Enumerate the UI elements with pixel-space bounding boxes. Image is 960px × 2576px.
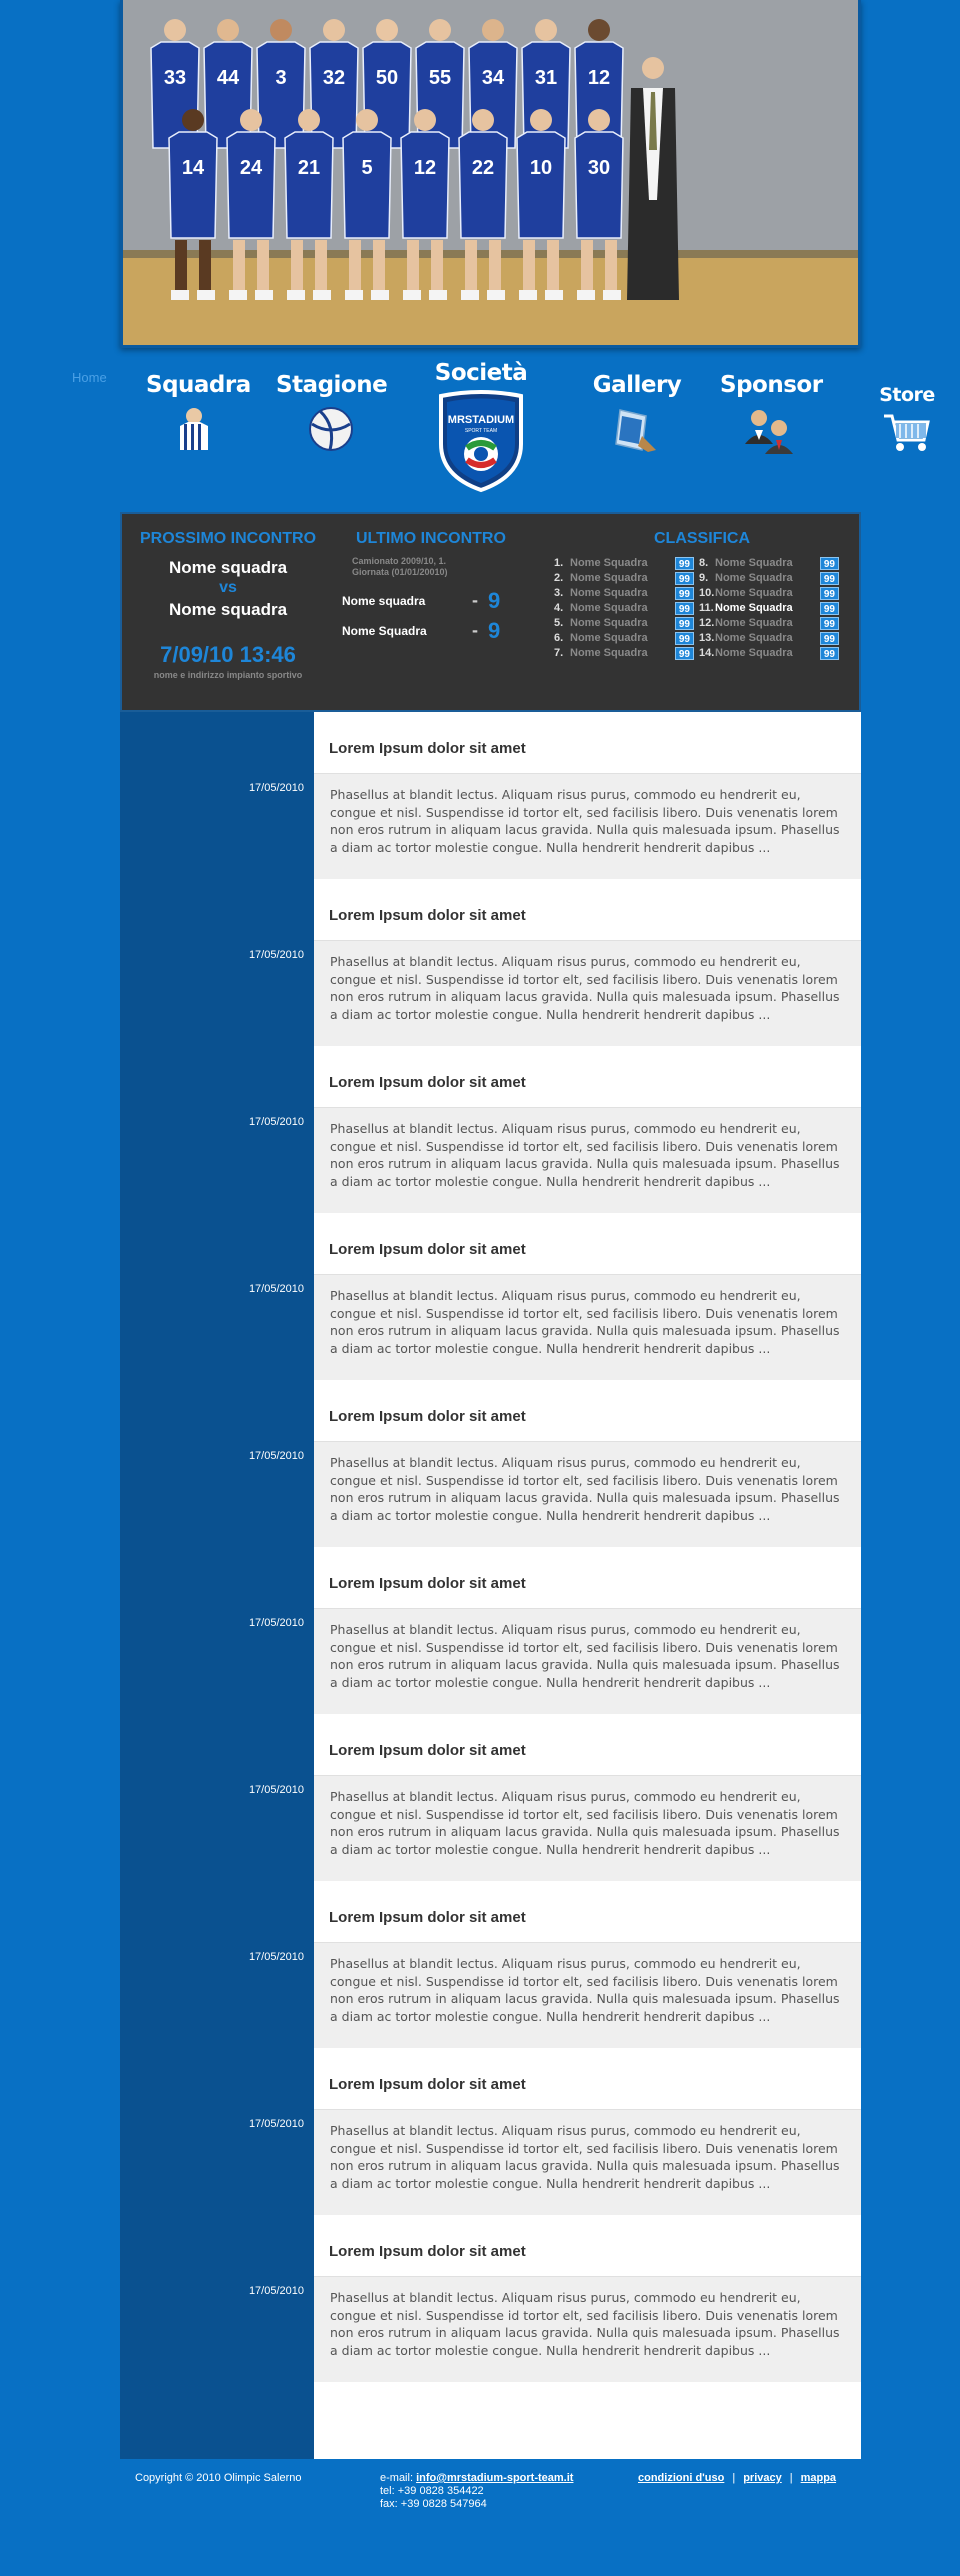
footer-tel: tel: +39 0828 354422 <box>380 2485 484 2497</box>
ranking-position: 6. <box>554 632 564 644</box>
news-title-link[interactable]: Lorem Ipsum dolor sit amet <box>329 2076 526 2093</box>
jersey-number: 30 <box>587 157 611 179</box>
ranking-team-name: Nome Squadra <box>715 602 793 614</box>
news-item <box>120 2048 861 2215</box>
team-logo-shield <box>435 390 527 494</box>
nav-home-link[interactable]: Home <box>72 370 107 385</box>
news-item <box>120 1547 861 1714</box>
ranking-row <box>699 601 839 616</box>
ranking-position: 3. <box>554 587 564 599</box>
news-item <box>120 2215 861 2382</box>
news-date: 17/05/2010 <box>248 782 304 794</box>
next-match-title: PROSSIMO INCONTRO <box>140 530 317 547</box>
footer-link-map[interactable]: mappa <box>800 2472 837 2484</box>
logo-text: MRSTADIUM <box>447 414 515 426</box>
ranking-team-name: Nome Squadra <box>715 587 793 599</box>
ranking-row <box>554 556 694 571</box>
jersey-number: 12 <box>587 67 611 89</box>
last-match-score1: 9 <box>488 588 501 613</box>
news-title-link[interactable]: Lorem Ipsum dolor sit amet <box>329 1909 526 1926</box>
news-excerpt: Phasellus at blandit lectus. Aliquam risus purus, commodo eu hendrerit eu, congue et nisl. Suspendisse id tortor elt, sed facilisis libero. Duis venenatis lorem non eros rutrum in aliquam lacus gravida. Nulla quis malesuada ipsum. Phasellus a diam ac tortor molestie congue. Nulla hendrerit hendrerit dapibus ... <box>314 1775 861 1881</box>
news-excerpt: Phasellus at blandit lectus. Aliquam risus purus, commodo eu hendrerit eu, congue et nisl. Suspendisse id tortor elt, sed facilisis libero. Duis venenatis lorem non eros rutrum in aliquam lacus gravida. Nulla quis malesuada ipsum. Phasellus a diam ac tortor molestie congue. Nulla hendrerit hendrerit dapibus ... <box>314 1942 861 2048</box>
news-item <box>120 712 861 879</box>
ranking-row <box>699 571 839 586</box>
news-title-link[interactable]: Lorem Ipsum dolor sit amet <box>329 2243 526 2260</box>
coach-figure <box>627 57 679 300</box>
ranking-points: 99 <box>820 602 839 615</box>
ranking-position: 14. <box>699 647 715 659</box>
ranking-points: 99 <box>820 572 839 585</box>
ranking-points: 99 <box>675 587 694 600</box>
score-dash: - <box>472 590 478 610</box>
email-label: e-mail: <box>380 2472 417 2484</box>
news-excerpt: Phasellus at blandit lectus. Aliquam risus purus, commodo eu hendrerit eu, congue et nisl. Suspendisse id tortor elt, sed facilisis libero. Duis venenatis lorem non eros rutrum in aliquam lacus gravida. Nulla quis malesuada ipsum. Phasellus a diam ac tortor molestie congue. Nulla hendrerit hendrerit dapibus ... <box>314 1441 861 1547</box>
jersey-number: 24 <box>239 157 263 179</box>
news-title-link[interactable]: Lorem Ipsum dolor sit amet <box>329 907 526 924</box>
ranking-row <box>554 631 694 646</box>
nav-label: Stagione <box>276 372 388 398</box>
team-photo <box>120 0 861 348</box>
ranking-column-1 <box>554 556 694 661</box>
news-item <box>120 879 861 1046</box>
jersey-number: 3 <box>275 67 287 89</box>
last-match-team2: Nome Squadra <box>342 624 427 638</box>
news-item <box>120 1714 861 1881</box>
team-photo-image <box>123 0 858 345</box>
jersey-number: 44 <box>216 67 240 89</box>
news-date: 17/05/2010 <box>248 1283 304 1295</box>
news-date: 17/05/2010 <box>248 2285 304 2297</box>
ranking-team-name: Nome Squadra <box>570 587 648 599</box>
jersey-number: 12 <box>413 157 437 179</box>
main-navigation <box>0 348 960 508</box>
ranking-position: 1. <box>554 557 564 569</box>
ranking-position: 10. <box>699 587 715 599</box>
ranking-position: 12. <box>699 617 715 629</box>
people-icon <box>741 406 797 456</box>
jersey-number: 55 <box>428 67 452 89</box>
footer-links <box>638 2472 836 2484</box>
news-date: 17/05/2010 <box>248 2118 304 2130</box>
nav-label: Store <box>879 384 935 406</box>
ranking-row <box>554 586 694 601</box>
last-match-championship: Camionato 2009/10, 1. <box>352 556 447 566</box>
news-item <box>120 1881 861 2048</box>
ranking-column-2 <box>699 556 839 661</box>
ranking-points: 99 <box>820 587 839 600</box>
ranking-points: 99 <box>675 647 694 660</box>
footer-link-terms[interactable]: condizioni d'uso <box>638 2472 725 2484</box>
footer-email-link[interactable]: info@mrstadium-sport-team.it <box>416 2472 574 2484</box>
news-date: 17/05/2010 <box>248 1951 304 1963</box>
jersey-number: 34 <box>481 67 505 89</box>
score-dash: - <box>472 620 478 640</box>
ranking-position: 13. <box>699 632 715 644</box>
ranking-team-name: Nome Squadra <box>570 647 648 659</box>
last-match-score2: 9 <box>488 618 501 643</box>
nav-label: Sponsor <box>720 372 823 398</box>
news-date: 17/05/2010 <box>248 949 304 961</box>
news-excerpt: Phasellus at blandit lectus. Aliquam risus purus, commodo eu hendrerit eu, congue et nisl. Suspendisse id tortor elt, sed facilisis libero. Duis venenatis lorem non eros rutrum in aliquam lacus gravida. Nulla quis malesuada ipsum. Phasellus a diam ac tortor molestie congue. Nulla hendrerit hendrerit dapibus ... <box>314 1608 861 1714</box>
ranking-row <box>554 616 694 631</box>
news-date: 17/05/2010 <box>248 1784 304 1796</box>
ranking-points: 99 <box>675 557 694 570</box>
last-match-round: Giornata (01/01/20010) <box>352 567 448 577</box>
ranking-row <box>554 646 694 661</box>
ranking-row <box>699 616 839 631</box>
nav-item-stagione[interactable] <box>276 372 386 452</box>
ranking-position: 9. <box>699 572 709 584</box>
nav-item-sponsor[interactable] <box>720 372 823 456</box>
ranking-team-name: Nome Squadra <box>570 602 648 614</box>
ranking-row <box>554 601 694 616</box>
match-info-panel <box>120 512 861 712</box>
jersey-number: 10 <box>529 157 553 179</box>
ranking-team-name: Nome Squadra <box>570 617 648 629</box>
news-excerpt: Phasellus at blandit lectus. Aliquam risus purus, commodo eu hendrerit eu, congue et nisl. Suspendisse id tortor elt, sed facilisis libero. Duis venenatis lorem non eros rutrum in aliquam lacus gravida. Nulla quis malesuada ipsum. Phasellus a diam ac tortor molestie congue. Nulla hendrerit hendrerit dapibus ... <box>314 1274 861 1380</box>
footer-separator: | <box>789 2472 793 2484</box>
nav-item-societa[interactable] <box>424 360 538 494</box>
jersey-number: 31 <box>534 67 558 89</box>
nav-label: Squadra <box>146 372 251 398</box>
ranking-team-name: Nome Squadra <box>715 557 793 569</box>
nav-item-store[interactable] <box>872 384 942 454</box>
news-title-link[interactable]: Lorem Ipsum dolor sit amet <box>329 1575 526 1592</box>
ranking-position: 2. <box>554 572 564 584</box>
footer-separator: | <box>732 2472 736 2484</box>
news-date: 17/05/2010 <box>248 1116 304 1128</box>
shopping-cart-icon <box>882 410 932 454</box>
footer-contact <box>380 2472 573 2511</box>
jersey-number: 5 <box>361 157 373 179</box>
news-title-link[interactable]: Lorem Ipsum dolor sit amet <box>329 1241 526 1258</box>
next-match-datetime: 7/09/10 13:46 <box>160 642 296 667</box>
news-excerpt: Phasellus at blandit lectus. Aliquam risus purus, commodo eu hendrerit eu, congue et nisl. Suspendisse id tortor elt, sed facilisis libero. Duis venenatis lorem non eros rutrum in aliquam lacus gravida. Nulla quis malesuada ipsum. Phasellus a diam ac tortor molestie congue. Nulla hendrerit hendrerit dapibus ... <box>314 2109 861 2215</box>
jersey-number: 22 <box>471 157 495 179</box>
news-title-link[interactable]: Lorem Ipsum dolor sit amet <box>329 740 526 757</box>
ranking-points: 99 <box>675 617 694 630</box>
news-title-link[interactable]: Lorem Ipsum dolor sit amet <box>329 1742 526 1759</box>
ranking-row <box>699 586 839 601</box>
ranking-team-name: Nome Squadra <box>715 572 793 584</box>
nav-label: Società <box>434 360 528 386</box>
news-excerpt: Phasellus at blandit lectus. Aliquam risus purus, commodo eu hendrerit eu, congue et nisl. Suspendisse id tortor elt, sed facilisis libero. Duis venenatis lorem non eros rutrum in aliquam lacus gravida. Nulla quis malesuada ipsum. Phasellus a diam ac tortor molestie congue. Nulla hendrerit hendrerit dapibus ... <box>314 773 861 879</box>
next-match-team1: Nome squadra <box>168 558 288 577</box>
news-title-link[interactable]: Lorem Ipsum dolor sit amet <box>329 1408 526 1425</box>
ranking-title: CLASSIFICA <box>654 530 750 547</box>
ranking-points: 99 <box>675 602 694 615</box>
nav-item-gallery[interactable] <box>592 372 682 454</box>
last-match-team1: Nome squadra <box>342 594 426 608</box>
ranking-points: 99 <box>820 632 839 645</box>
ranking-position: 5. <box>554 617 564 629</box>
ranking-row <box>699 556 839 571</box>
ranking-points: 99 <box>675 632 694 645</box>
news-excerpt: Phasellus at blandit lectus. Aliquam risus purus, commodo eu hendrerit eu, congue et nisl. Suspendisse id tortor elt, sed facilisis libero. Duis venenatis lorem non eros rutrum in aliquam lacus gravida. Nulla quis malesuada ipsum. Phasellus a diam ac tortor molestie congue. Nulla hendrerit hendrerit dapibus ... <box>314 1107 861 1213</box>
footer-copyright: Copyright © 2010 Olimpic Salerno <box>135 2472 302 2484</box>
nav-label: Gallery <box>592 372 682 398</box>
ranking-team-name: Nome Squadra <box>570 572 648 584</box>
ranking-row <box>699 631 839 646</box>
footer-fax: fax: +39 0828 547964 <box>380 2498 487 2510</box>
player-shirt-icon <box>174 406 214 452</box>
gallery-icon <box>612 406 662 454</box>
footer-link-privacy[interactable]: privacy <box>743 2472 782 2484</box>
jersey-number: 50 <box>375 67 399 89</box>
nav-item-squadra[interactable] <box>146 372 251 452</box>
news-item <box>120 1046 861 1213</box>
news-item <box>120 1380 861 1547</box>
ranking-position: 11. <box>699 602 714 614</box>
ranking-team-name: Nome Squadra <box>570 557 648 569</box>
logo-subtext: SPORT TEAM <box>464 428 498 434</box>
ranking-team-name: Nome Squadra <box>570 632 648 644</box>
ball-icon <box>308 406 354 452</box>
ranking-team-name: Nome Squadra <box>715 647 793 659</box>
ranking-position: 7. <box>554 647 564 659</box>
jersey-number: 33 <box>163 67 187 89</box>
last-match-title: ULTIMO INCONTRO <box>356 530 506 547</box>
news-title-link[interactable]: Lorem Ipsum dolor sit amet <box>329 1074 526 1091</box>
next-match-vs: vs <box>219 579 237 596</box>
next-match-venue: nome e indirizzo impianto sportivo <box>153 670 303 680</box>
jersey-number: 14 <box>181 157 205 179</box>
ranking-position: 8. <box>699 557 709 569</box>
footer <box>120 2462 861 2542</box>
ranking-team-name: Nome Squadra <box>715 632 793 644</box>
ranking-points: 99 <box>820 617 839 630</box>
news-date: 17/05/2010 <box>248 1450 304 1462</box>
ranking-points: 99 <box>820 647 839 660</box>
news-excerpt: Phasellus at blandit lectus. Aliquam risus purus, commodo eu hendrerit eu, congue et nisl. Suspendisse id tortor elt, sed facilisis libero. Duis venenatis lorem non eros rutrum in aliquam lacus gravida. Nulla quis malesuada ipsum. Phasellus a diam ac tortor molestie congue. Nulla hendrerit hendrerit dapibus ... <box>314 940 861 1046</box>
news-date: 17/05/2010 <box>248 1617 304 1629</box>
ranking-points: 99 <box>820 557 839 570</box>
ranking-position: 4. <box>554 602 564 614</box>
ranking-points: 99 <box>675 572 694 585</box>
ranking-team-name: Nome Squadra <box>715 617 793 629</box>
jersey-number: 32 <box>322 67 346 89</box>
ranking-row <box>554 571 694 586</box>
jersey-number: 21 <box>297 157 321 179</box>
ranking-row <box>699 646 839 661</box>
next-match-team2: Nome squadra <box>168 600 288 619</box>
news-excerpt: Phasellus at blandit lectus. Aliquam risus purus, commodo eu hendrerit eu, congue et nisl. Suspendisse id tortor elt, sed facilisis libero. Duis venenatis lorem non eros rutrum in aliquam lacus gravida. Nulla quis malesuada ipsum. Phasellus a diam ac tortor molestie congue. Nulla hendrerit hendrerit dapibus ... <box>314 2276 861 2382</box>
news-item <box>120 1213 861 1380</box>
